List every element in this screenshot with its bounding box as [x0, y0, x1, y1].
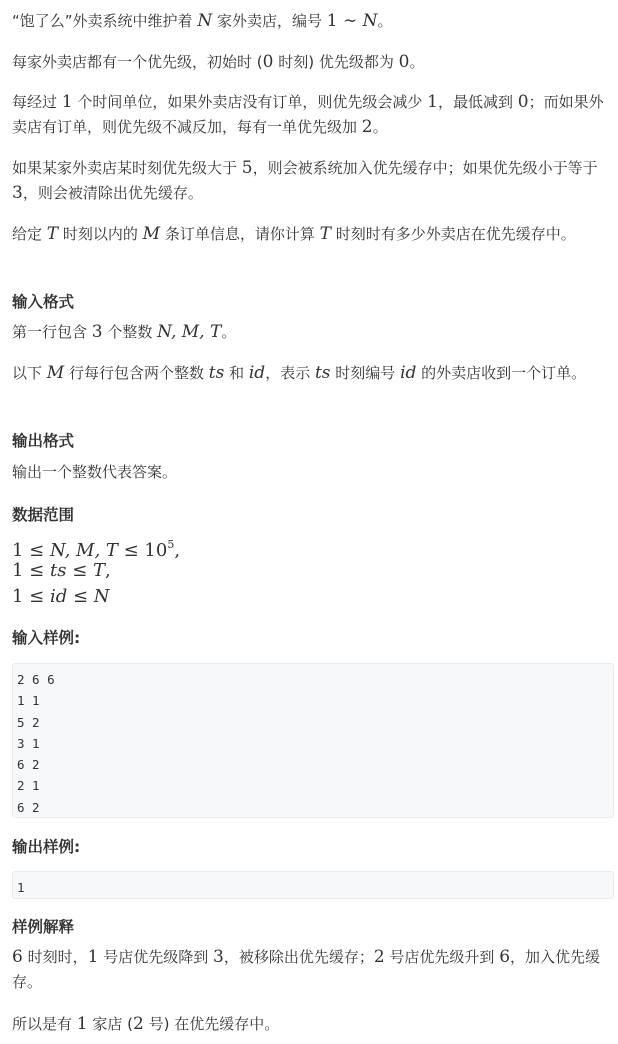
input-format-line-2: 以下 M 行每行包含两个整数 ts 和 id，表示 ts 时刻编号 id 的外卖店收到一个订单。: [12, 363, 587, 383]
code-line: 6 2: [17, 799, 40, 815]
code-line: 6 2: [17, 757, 40, 773]
input-format-line-1: 第一行包含 3 个整数 N, M, T。: [12, 322, 237, 342]
desc-paragraph-2: 每家外卖店都有一个优先级，初始时 (0 时刻) 优先级都为 0。: [12, 52, 425, 72]
code-line: 1 1: [17, 693, 40, 709]
desc-paragraph-3: 每经过 1 个时间单位，如果外卖店没有订单，则优先级会减少 1，最低减到 0；而如果外卖店有订单，则优先级不减反加，每有一单优先级加 2。: [12, 92, 604, 137]
constraint-1: 1 ≤ N, M, $T \le 10^5$,: [12, 538, 181, 561]
constraint-3: 1 ≤ id ≤ N: [12, 586, 110, 607]
desc-paragraph-5: 给定 T 时刻以内的 M 条订单信息，请你计算 T 时刻时有多少外卖店在优先缓存中。: [12, 224, 576, 244]
explanation-heading: 样例解释: [12, 918, 75, 936]
explanation-paragraph-2: 所以是有 1 家店 (2 号) 在优先缓存中。: [12, 1014, 280, 1034]
desc-paragraph-4: 如果某家外卖店某时刻优先级大于 5，则会被系统加入优先缓存中；如果优先级小于等于 3，则会被清除出优先缓存。: [12, 158, 598, 203]
data-range-heading: 数据范围: [12, 506, 75, 524]
code-line: 5 2: [17, 714, 40, 730]
output-format-heading: 输出格式: [12, 432, 75, 450]
code-line: 2 1: [17, 778, 40, 794]
explanation-paragraph-1: 6 时刻时，1 号店优先级降到 3，被移除出优先缓存；2 号店优先级升到 6，加入优先缓存。: [12, 947, 601, 991]
code-line: 1: [17, 880, 25, 895]
constraint-2: 1 ≤ ts ≤ T,: [12, 560, 111, 581]
sample-output-heading: 输出样例:: [12, 838, 81, 856]
sample-input-code-block[interactable]: [12, 663, 614, 818]
output-format-text: 输出一个整数代表答案。: [12, 463, 178, 481]
desc-paragraph-1: “饱了么”外卖系统中维护着 N 家外卖店，编号 1 ∼ N。: [12, 11, 393, 31]
sample-output-code-block[interactable]: [12, 871, 614, 899]
input-format-heading: 输入格式: [12, 293, 75, 311]
code-line: 3 1: [17, 735, 40, 751]
code-line: 2 6 6: [17, 672, 55, 687]
sample-input-heading: 输入样例:: [12, 629, 81, 647]
